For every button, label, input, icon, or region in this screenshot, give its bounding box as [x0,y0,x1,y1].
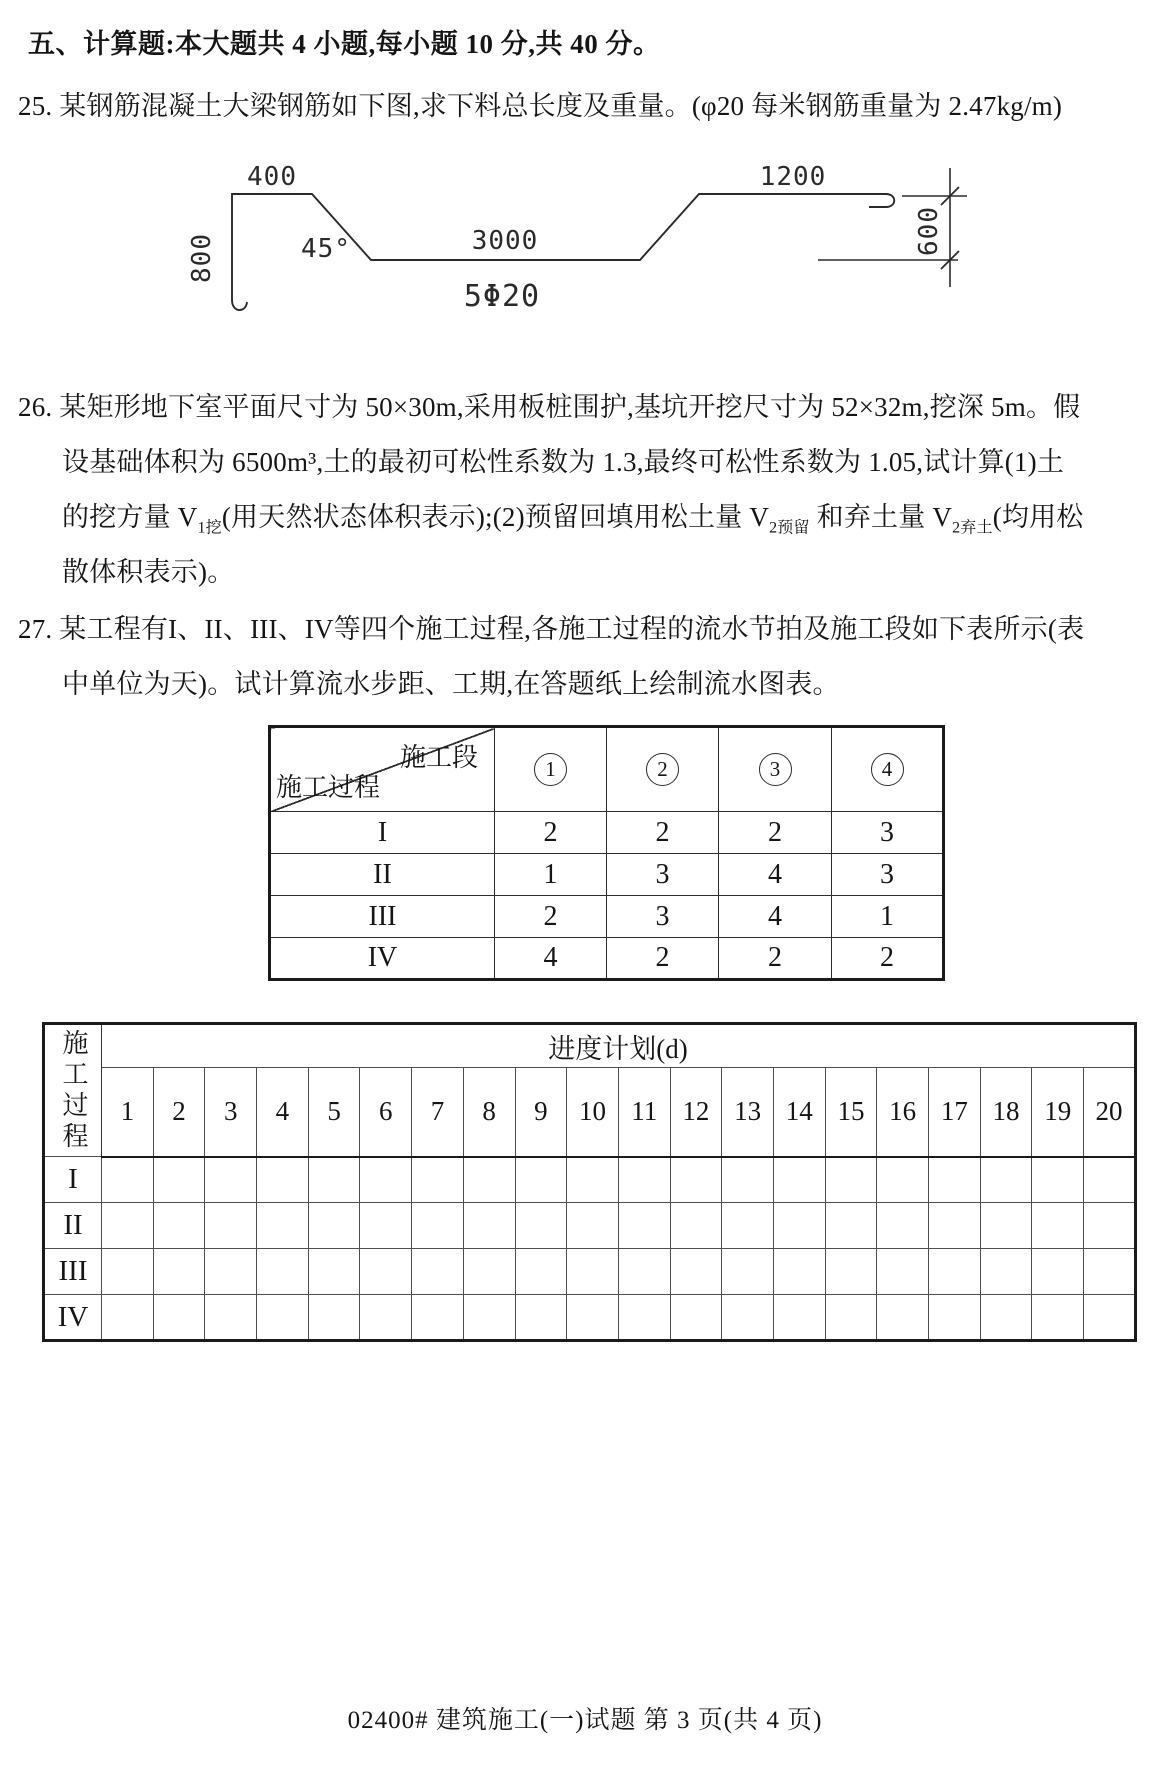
schedule-cell [670,1157,722,1203]
flow-value: 2 [495,896,607,938]
schedule-cell [412,1203,464,1249]
schedule-cell [877,1203,929,1249]
day-header: 2 [153,1068,205,1157]
schedule-cell [205,1249,257,1295]
dim-1200-label: 1200 [759,162,827,192]
question-26-line1: 26. 某矩形地下室平面尺寸为 50×30m,采用板桩围护,基坑开挖尺寸为 52×32m,挖深 5m。假 [18,392,1081,422]
schedule-cell [825,1203,877,1249]
corner-label-processes: 施工过程 [276,773,381,802]
flow-value: 2 [719,938,832,980]
schedule-cell [515,1203,567,1249]
schedule-cell [360,1203,412,1249]
schedule-cell [980,1203,1032,1249]
schedule-cell [153,1157,205,1203]
bar-spec-label: 5Φ20 [463,279,541,314]
schedule-cell [877,1249,929,1295]
day-header: 20 [1084,1068,1136,1157]
flow-row-2 [270,854,944,896]
process-label: II [270,854,495,896]
schedule-row-1 [44,1157,1136,1203]
day-header: 1 [102,1068,154,1157]
section-header: 五、计算题:本大题共 4 小题,每小题 10 分,共 40 分。 [28,29,661,59]
circled-number-4: 4 [871,753,904,786]
schedule-cell [102,1157,154,1203]
diagonal-header-cell [270,727,495,812]
q26-l3-sub3: 2弃土 [952,519,993,537]
schedule-cell [618,1203,670,1249]
schedule-cell [463,1295,515,1341]
q26-l3-mid2: 和弃土量 V [809,502,953,532]
rebar-diagram [140,128,1010,346]
q26-l3-pre: 的挖方量 V [62,502,198,532]
schedule-side-header [44,1024,102,1157]
schedule-cell [1032,1157,1084,1203]
dim-600-label: 600 [914,206,944,256]
schedule-cell [618,1157,670,1203]
segment-header-3 [719,727,832,812]
schedule-cell [567,1157,619,1203]
schedule-row-2 [44,1203,1136,1249]
schedule-side-label: 施工过程 [59,1028,88,1153]
schedule-cell [1032,1295,1084,1341]
flow-value: 1 [832,896,944,938]
day-header-row [44,1068,1136,1157]
question-27-line1: 27. 某工程有I、II、III、IV等四个施工过程,各施工过程的流水节拍及施工段如下表所示(表 [18,614,1085,644]
schedule-cell [205,1295,257,1341]
q26-l3-sub2: 2预留 [769,519,810,537]
schedule-row-3 [44,1249,1136,1295]
schedule-cell [153,1249,205,1295]
day-header: 4 [257,1068,309,1157]
corner-label-segments: 施工段 [399,743,478,772]
schedule-cell [257,1295,309,1341]
schedule-cell [1032,1249,1084,1295]
flow-value: 1 [495,854,607,896]
schedule-cell [929,1249,981,1295]
day-header: 6 [360,1068,412,1157]
question-25-text: 25. 某钢筋混凝土大梁钢筋如下图,求下料总长度及重量。(φ20 每米钢筋重量为 2.47kg/m) [18,91,1063,121]
flow-row-4 [270,938,944,980]
schedule-row-label: III [44,1249,102,1295]
flow-value: 4 [719,896,832,938]
schedule-cell [205,1157,257,1203]
circled-number-2: 2 [646,753,679,786]
schedule-cell [929,1203,981,1249]
dim-3000-label: 3000 [471,226,539,256]
circled-number-3: 3 [759,753,792,786]
schedule-cell [773,1249,825,1295]
q26-l3-post: (均用松 [992,502,1084,532]
page-footer: 02400# 建筑施工(一)试题 第 3 页(共 4 页) [347,1707,823,1734]
day-header: 8 [463,1068,515,1157]
question-26-line3 [62,495,1084,537]
schedule-grid [42,1022,1137,1342]
schedule-cell [567,1295,619,1341]
schedule-cell [877,1157,929,1203]
schedule-cell [980,1249,1032,1295]
schedule-cell [463,1157,515,1203]
schedule-cell [1084,1295,1136,1341]
schedule-cell [153,1203,205,1249]
circled-number-1: 1 [534,753,567,786]
schedule-cell [308,1203,360,1249]
schedule-cell [463,1203,515,1249]
flow-value: 2 [607,812,719,854]
q26-l3-mid1: (用天然状态体积表示);(2)预留回填用松土量 V [221,502,770,532]
flow-value: 2 [719,812,832,854]
schedule-cell [308,1157,360,1203]
schedule-cell [567,1249,619,1295]
schedule-cell [825,1157,877,1203]
day-header: 9 [515,1068,567,1157]
schedule-row-label: I [44,1157,102,1203]
schedule-cell [722,1249,774,1295]
schedule-cell [929,1295,981,1341]
schedule-cell [1084,1203,1136,1249]
schedule-cell [412,1249,464,1295]
schedule-cell [412,1295,464,1341]
day-header: 3 [205,1068,257,1157]
schedule-cell [773,1295,825,1341]
schedule-cell [308,1295,360,1341]
flow-table-wrap [268,725,945,981]
schedule-cell [515,1157,567,1203]
day-header: 7 [412,1068,464,1157]
schedule-cell [722,1203,774,1249]
schedule-cell [308,1249,360,1295]
schedule-title: 进度计划(d) [102,1024,1136,1068]
day-header: 13 [722,1068,774,1157]
schedule-cell [515,1249,567,1295]
day-header: 5 [308,1068,360,1157]
schedule-cell [773,1203,825,1249]
flow-row-1 [270,812,944,854]
schedule-cell [670,1249,722,1295]
flow-value: 2 [832,938,944,980]
schedule-row-label: II [44,1203,102,1249]
schedule-cell [618,1295,670,1341]
flow-value: 3 [607,854,719,896]
segment-header-4 [832,727,944,812]
schedule-cell [360,1295,412,1341]
schedule-cell [412,1157,464,1203]
process-label: III [270,896,495,938]
schedule-cell [722,1295,774,1341]
day-header: 17 [929,1068,981,1157]
day-header: 12 [670,1068,722,1157]
schedule-cell [102,1295,154,1341]
schedule-cell [618,1249,670,1295]
schedule-cell [1084,1249,1136,1295]
segment-header-2 [607,727,719,812]
process-label: IV [270,938,495,980]
schedule-cell [877,1295,929,1341]
schedule-cell [980,1157,1032,1203]
day-header: 15 [825,1068,877,1157]
schedule-cell [670,1203,722,1249]
question-26-line2: 设基础体积为 6500m³,土的最初可松性系数为 1.3,最终可松性系数为 1.05,试计算(1)土 [62,447,1065,477]
schedule-cell [153,1295,205,1341]
schedule-row-label: IV [44,1295,102,1341]
schedule-cell [670,1295,722,1341]
schedule-cell [773,1157,825,1203]
dimension-600-lines [818,168,967,287]
schedule-cell [567,1203,619,1249]
schedule-cell [722,1157,774,1203]
schedule-cell [102,1249,154,1295]
dim-800-label: 800 [187,233,217,283]
day-header: 14 [773,1068,825,1157]
schedule-cell [980,1295,1032,1341]
flow-value: 4 [495,938,607,980]
schedule-cell [1084,1157,1136,1203]
process-label: I [270,812,495,854]
schedule-cell [360,1249,412,1295]
schedule-grid-wrap [42,1022,1137,1342]
schedule-cell [1032,1203,1084,1249]
schedule-cell [825,1295,877,1341]
day-header: 16 [877,1068,929,1157]
flow-value: 3 [607,896,719,938]
schedule-row-4 [44,1295,1136,1341]
flow-value: 2 [495,812,607,854]
schedule-cell [929,1157,981,1203]
schedule-cell [257,1249,309,1295]
segment-header-1 [495,727,607,812]
schedule-cell [205,1203,257,1249]
flow-value: 3 [832,812,944,854]
schedule-cell [257,1157,309,1203]
schedule-cell [515,1295,567,1341]
schedule-cell [360,1157,412,1203]
schedule-cell [463,1249,515,1295]
day-header: 19 [1032,1068,1084,1157]
question-27-line2: 中单位为天)。试计算流水步距、工期,在答题纸上绘制流水图表。 [62,669,840,699]
schedule-cell [102,1203,154,1249]
question-26-line4: 散体积表示)。 [62,557,235,587]
day-header: 18 [980,1068,1032,1157]
schedule-cell [825,1249,877,1295]
flow-value: 2 [607,938,719,980]
day-header: 11 [618,1068,670,1157]
flow-value: 3 [832,854,944,896]
angle-45-label: 45° [301,234,351,264]
day-header: 10 [567,1068,619,1157]
dim-400-label: 400 [247,162,297,192]
schedule-cell [257,1203,309,1249]
flow-row-3 [270,896,944,938]
flow-table [268,725,945,981]
q26-l3-sub1: 1挖 [197,519,222,537]
flow-value: 4 [719,854,832,896]
